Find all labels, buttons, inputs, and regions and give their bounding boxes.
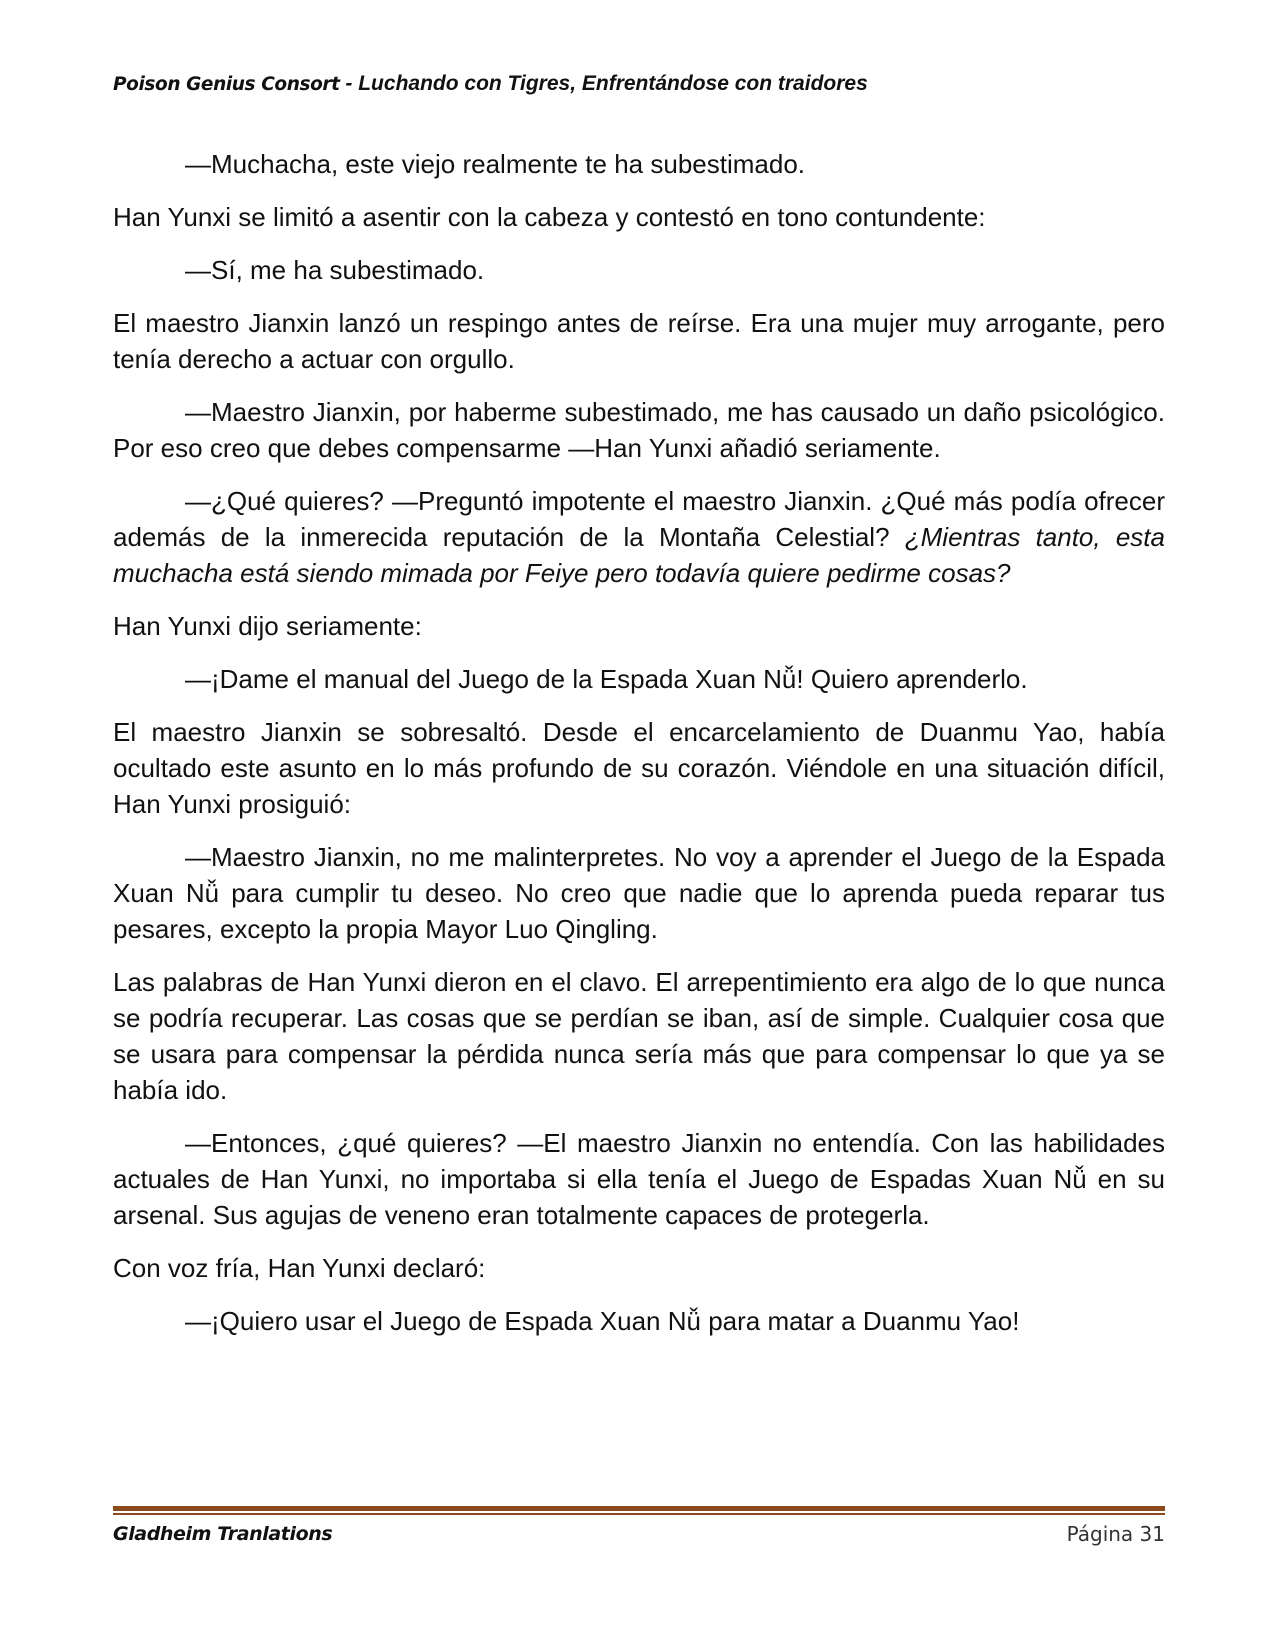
paragraph (113, 305, 1165, 377)
paragraph-text: —Muchacha, este viejo realmente te ha subestimado. (185, 149, 806, 179)
paragraph (113, 252, 1165, 288)
paragraph (113, 608, 1165, 644)
paragraph (113, 714, 1165, 822)
paragraph-text: Han Yunxi dijo seriamente: (113, 611, 422, 641)
footer-divider-thick (113, 1506, 1165, 1511)
footer-page-number: Página 31 (1066, 1522, 1165, 1546)
paragraph-text: —Maestro Jianxin, por haberme subestimado, me has causado un daño psicológico. Por eso creo que debes compensarme —Han Yunxi añadió seriamente. (113, 397, 1165, 463)
paragraph (113, 964, 1165, 1108)
paragraph-text: El maestro Jianxin lanzó un respingo antes de reírse. Era una mujer muy arrogante, pero tenía derecho a actuar con orgullo. (113, 308, 1165, 374)
paragraph-text: Las palabras de Han Yunxi dieron en el clavo. El arrepentimiento era algo de lo que nunca se podría recuperar. Las cosas que se perdían se iban, así de simple. Cualquier cosa que se usara para compensar la pérdida nunca sería más que para compensar lo que ya se había ido. (113, 967, 1165, 1105)
paragraph (113, 1303, 1165, 1339)
header-book-title: Poison Genius Consort (113, 74, 340, 95)
paragraph-italic-thought: ¿Mientras tanto, esta muchacha está siendo mimada por Feiye pero todavía quiere pedirme cosas? (113, 522, 1165, 588)
paragraph-text: —¡Quiero usar el Juego de Espada Xuan Nǚ para matar a Duanmu Yao! (185, 1306, 1020, 1336)
paragraph (113, 1250, 1165, 1286)
footer-translator-name: Gladheim Tranlations (113, 1523, 333, 1545)
paragraph (113, 483, 1165, 591)
paragraph-text: —¡Dame el manual del Juego de la Espada Xuan Nǚ! Quiero aprenderlo. (185, 664, 1028, 694)
paragraph (113, 839, 1165, 947)
paragraph (113, 1125, 1165, 1233)
paragraph-text: —Maestro Jianxin, no me malinterpretes. No voy a aprender el Juego de la Espada Xuan Nǚ para cumplir tu deseo. No creo que nadie que lo aprenda pueda reparar tus pesares, excepto la propia Mayor Luo Qingling. (113, 842, 1165, 944)
paragraph-text: El maestro Jianxin se sobresaltó. Desde el encarcelamiento de Duanmu Yao, había ocultado este asunto en lo más profundo de su corazón. Viéndole en una situación difícil, Han Yunxi prosiguió: (113, 717, 1165, 819)
paragraph-text: —Sí, me ha subestimado. (185, 255, 485, 285)
paragraph (113, 146, 1165, 182)
header-chapter-title: Luchando con Tigres, Enfrentándose con traidores (358, 72, 868, 95)
paragraph-text: Han Yunxi se limitó a asentir con la cabeza y contestó en tono contundente: (113, 202, 986, 232)
paragraph-text: —Entonces, ¿qué quieres? —El maestro Jianxin no entendía. Con las habilidades actuales de Han Yunxi, no importaba si ella tenía el Juego de Espadas Xuan Nǚ en su arsenal. Sus agujas de veneno eran totalmente capaces de protegerla. (113, 1128, 1165, 1230)
paragraph (113, 394, 1165, 466)
page-header (113, 72, 1163, 96)
paragraph-text: Con voz fría, Han Yunxi declaró: (113, 1253, 486, 1283)
paragraph (113, 199, 1165, 235)
header-separator: - (339, 72, 359, 95)
page-body (113, 146, 1165, 1356)
paragraph (113, 661, 1165, 697)
paragraph-text: —¿Qué quieres? —Preguntó impotente el maestro Jianxin. ¿Qué más podía ofrecer además de la inmerecida reputación de la Montaña Celestial? (113, 486, 1165, 552)
footer-divider-thin (113, 1513, 1165, 1515)
